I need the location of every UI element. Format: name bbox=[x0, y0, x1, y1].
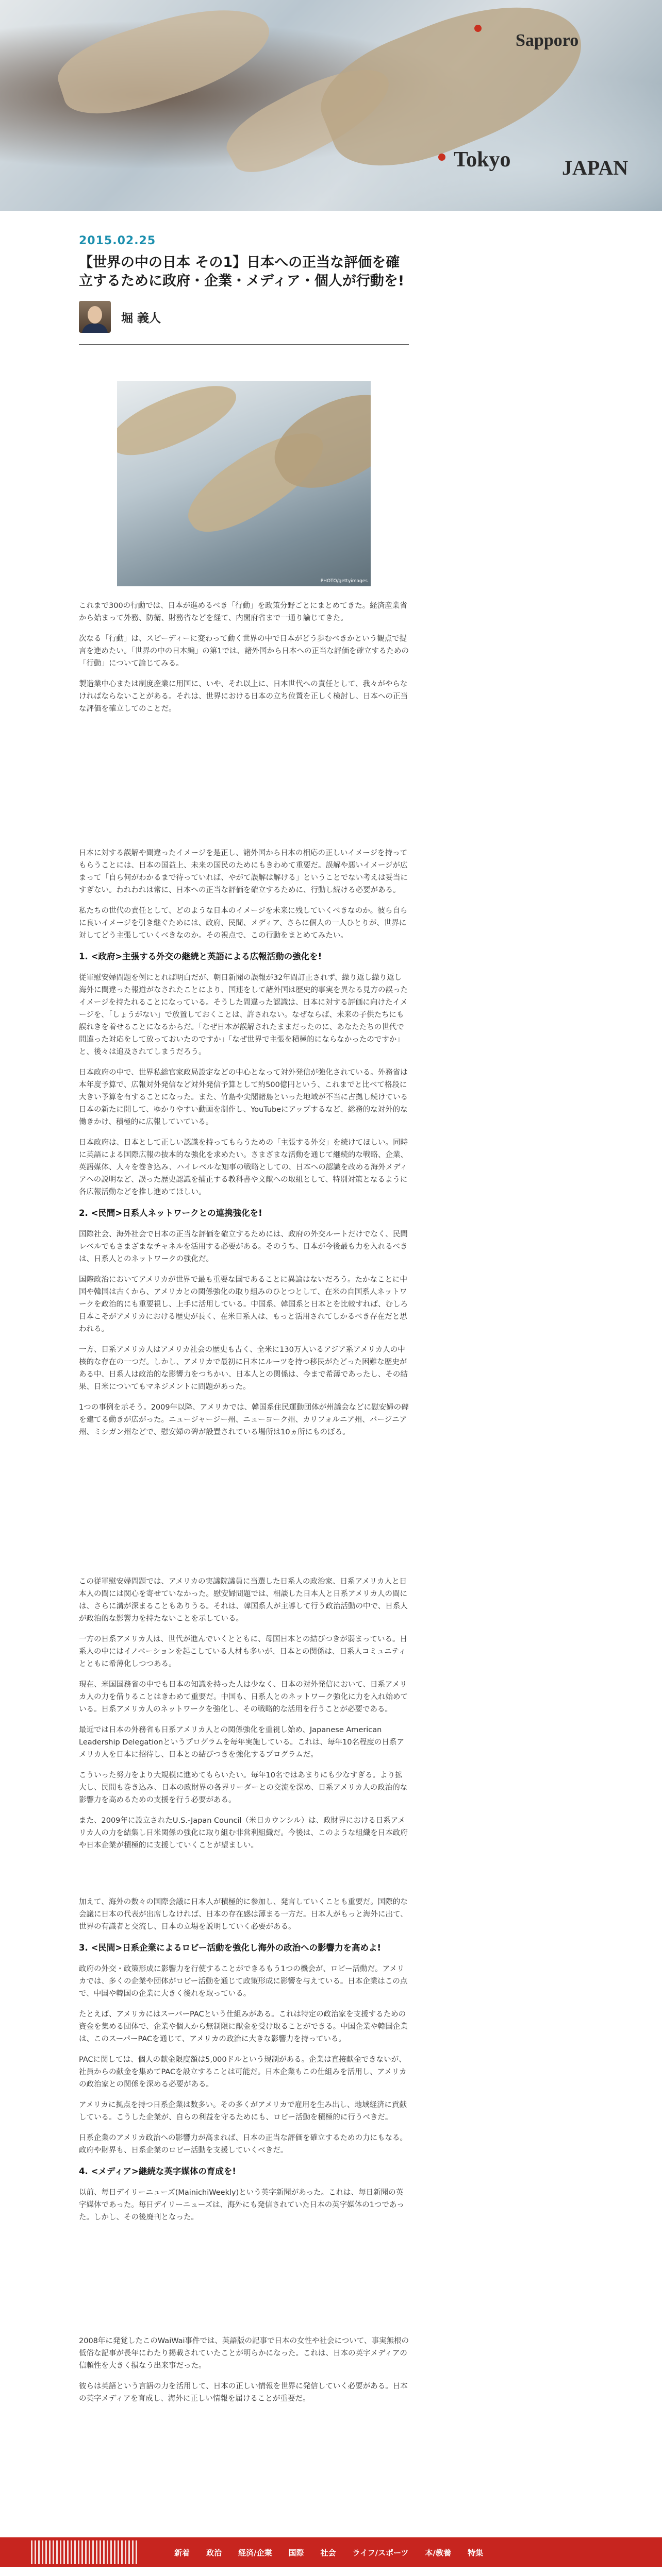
paragraph: 彼らは英語という言語の力を活用して、日本の正しい情報を世界に発信していく必要がある。日本の英字メディアを育成し、海外に正しい情報を届けることが重要だ。 bbox=[79, 2382, 408, 2403]
nav-item-world[interactable]: 国際 bbox=[288, 2548, 304, 2557]
nav-item-features[interactable]: 特集 bbox=[468, 2548, 484, 2557]
section-heading: 2. <民間>日系人ネットワークとの連携強化を! bbox=[79, 1208, 262, 1218]
nav-item-society[interactable]: 社会 bbox=[320, 2548, 336, 2557]
nav-item-new[interactable]: 新着 bbox=[174, 2548, 190, 2557]
paragraph: 最近では日本の外務省も日系アメリカ人との関係強化を重視し始め、Japanese American Leadership Delegationというプログラムを毎年実施している。これは、毎年10名程度の日系アメリカ人を日本に招待し、日本との結びつきを強化するプログラムだ。 bbox=[79, 1726, 405, 1759]
paragraph: これまで300の行動では、日本が進めるべき「行動」を政策分野ごとにまとめてきた。経済産業省から始まって外務、防衛、財務省などを経て、内閣府省まで一通り論じてきた。 bbox=[79, 602, 407, 622]
map-label: JAPAN bbox=[562, 156, 628, 179]
article-photo bbox=[117, 381, 371, 586]
nav-item-economy[interactable]: 経済/企業 bbox=[238, 2548, 272, 2557]
paragraph: 国際政治においてアメリカが世界で最も重要な国であることに異論はないだろう。たかなことに中国や韓国は古くから、アメリカとの関係強化の取り組みのひとつとして、在米の自国系人ネットワークを政治的にも重要視し、上手に活用している。中国系、韓国系と日本とを比較すれば、むしろ日本こそがアメリカにおける歴史が長く、在米日系人は、もっと活用されてしかるべき存在だと思われる。 bbox=[79, 1276, 408, 1333]
paragraph: 国際社会、海外社会で日本の正当な評価を確立するためには、政府の外交ルートだけでなく、民間レベルでもさまざまなチャネルを活用する必要がある。そのうち、日本が今後最も力を入れるべきは、日系人とのネットワークの強化だ。 bbox=[79, 1230, 408, 1263]
author-byline[interactable] bbox=[79, 301, 409, 345]
article-title: 【世界の中の日本 その1】日本への正当な評価を確立するために政府・企業・メディア・個人が行動を! bbox=[79, 255, 405, 289]
navbar-overlap-gap bbox=[79, 1852, 409, 1888]
paragraph: こういった努力をより大規模に進めてもらいたい。毎年10名ではあまりにも少なすぎる。より拡大し、民間も巻き込み、日本の政財界の各界リーダーとの交流を深め、日系アメリカ人の政治的な影響力を高めるための支援を行う必要がある。 bbox=[79, 1771, 408, 1804]
embedded-blank-area bbox=[79, 1438, 409, 1567]
map-label: Sapporo bbox=[516, 31, 579, 50]
map-pin-icon bbox=[474, 25, 482, 32]
paragraph: 加えて、海外の数々の国際会議に日本人が積極的に参加し、発言していくことも重要だ。国際的な会議に日本の代表が出席しなければ、日本の存在感は薄まる一方だ。日本人がもっと海外に出て、世界の有識者と交流し、日本の立場を説明していく必要がある。 bbox=[79, 1898, 408, 1931]
nav-menu bbox=[166, 2537, 491, 2567]
paragraph: 政府の外交・政策形成に影響力を行使することができるもう1つの機会が、ロビー活動だ。アメリカでは、多くの企業や団体がロビー活動を通じて政策形成に影響を与えている。日本企業はこの点で、中国や韓国の企業に大きく後れを取っている。 bbox=[79, 1965, 408, 1998]
paragraph: 次なる「行動」は、スピーディーに変わって動く世界の中で日本がどう歩むべきかという観点で提言を進めたい。「世界の中の日本編」の第1では、諸外国から日本への正当な評価を確立するための「行動」について論じてみる。 bbox=[79, 635, 409, 668]
sticky-nav-bar bbox=[0, 2537, 662, 2567]
section-heading: 3. <民間>日系企業によるロビー活動を強化し海外の政治への影響力を高めよ! bbox=[79, 1943, 382, 1953]
paragraph: たとえば、アメリカにはスーパーPACという仕組みがある。これは特定の政治家を支援するための資金を集める団体で、企業や個人から無制限に献金を受け取ることができる。中国企業や韓国企業は、このスーパーPACを通じて、アメリカの政治に大きな影響力を持っている。 bbox=[79, 2010, 408, 2043]
paragraph: アメリカに拠点を持つ日系企業は数多い。その多くがアメリカで雇用を生み出し、地域経済に貢献している。こうした企業が、自らの利益を守るためにも、ロビー活動を積極的に行うべきだ。 bbox=[79, 2101, 407, 2122]
photo-credit: PHOTO/gettyimages bbox=[320, 579, 368, 584]
paragraph: この従軍慰安婦問題では、アメリカの実議院議員に当選した日系人の政治家、日系アメリカ人と日本人の間には関心を寄せていなかった。慰安婦問題では、相談した日本人と日系アメリカ人の間には、さらに溝が深まることもありうる。それは、韓国系人が主導して行う政治活動の中で、日系人が政治的な影響力を持たないことを示している。 bbox=[79, 1578, 408, 1623]
article bbox=[79, 234, 409, 2405]
map-pin-icon bbox=[438, 154, 445, 161]
paragraph: 2008年に発覚したこのWaiWai事件では、英語版の記事で日本の女性や社会について、事実無根の低俗な記事が長年にわたり掲載されていたことが明らかになった。これは、日本の英字メディアの信頼性を大きく損なう出来事だった。 bbox=[79, 2337, 409, 2370]
section-heading: 1. <政府>主張する外交の継続と英語による広報活動の強化を! bbox=[79, 952, 322, 961]
site-logo[interactable] bbox=[31, 2540, 139, 2564]
paragraph: 製造業中心または制度産業に用国に、いや、それ以上に、日本世代への責任として、我々がやらなければならないことがある。それは、世界における日本の立ち位置を正しく検討し、日本への正当な評価を確立してのことだ。 bbox=[79, 680, 408, 713]
embedded-blank-area bbox=[79, 715, 409, 839]
paragraph: 日本政府の中で、世界私総官家政局設定などの中心となって対外発信が強化されている。外務省は本年度予算で、広報対外発信など対外発信予算として約500億円という、これまでと比べて格段に大きい予算を有することになった。また、竹島や尖閣諸島といった地域が不当に占拠し続けている日本の新たに開して、ゆかりやすい動画を制作し、YouTubeにアップするなど、総務的な対外的な働きかけ、積極的に広報していている。 bbox=[79, 1069, 408, 1126]
paragraph: 私たちの世代の責任として、どのような日本のイメージを未来に残していくべきなのか。彼ら自らに良いイメージを引き継ぐためには、政府、民間、メディア、さらに個人の一人ひとりが、世界に対してどう主張していくべきなのか。その視点で、この行動をまとめてみたい。 bbox=[79, 907, 408, 940]
hero-map-image bbox=[0, 0, 662, 211]
embedded-blank-area bbox=[79, 2224, 409, 2327]
paragraph: 1つの事例を示そう。2009年以降、アメリカでは、韓国系住民運動団体が州議会などに慰安婦の碑を建てる動きが広がった。ニュージャージー州、ニューヨーク州、カリフォルニア州、バージニア州、ミシガン州などで、慰安婦の碑が設置されている場所は10ヵ所にものぼる。 bbox=[79, 1403, 409, 1436]
nav-item-books[interactable]: 本/教養 bbox=[425, 2548, 452, 2557]
nav-item-politics[interactable]: 政治 bbox=[206, 2548, 222, 2557]
nav-item-life[interactable]: ライフ/スポーツ bbox=[352, 2548, 409, 2557]
paragraph: 日本政府は、日本として正しい認識を持ってもらうための「主張する外交」を続けてほしい。同時に英語による国際広報の抜本的な強化を求めたい。さまざまな活動を通じて継続的な戦略、企業、英語媒体、人々を巻き込み、ハイレベルな知事の戦略としての、日本への認識を改める海外メディアへの説明など、誤った歴史認識を捕正する教科書や文献への取組として、特別対策となるように各広報活動などを推し進めてほしい。 bbox=[79, 1139, 408, 1196]
map-label: Tokyo bbox=[454, 148, 511, 172]
section-heading: 4. <メディア>継続な英字媒体の育成を! bbox=[79, 2166, 236, 2176]
paragraph: 現在、米国国務省の中でも日本の知識を持った人は少なく、日本の対外発信において、日系アメリカ人の力を借りることはきわめて重要だ。中国も、日系人とのネットワーク強化に力を入れ始めている。日系アメリカ人のネットワークを強化し、その戦略的な活用を行うことが必要である。 bbox=[79, 1681, 408, 1714]
avatar[interactable] bbox=[79, 301, 111, 333]
author-name[interactable]: 堀 義人 bbox=[121, 311, 161, 325]
paragraph: 日系企業のアメリカ政治への影響力が高まれば、日本の正当な評価を確立するための力にもなる。政府や財界も、日系企業のロビー活動を支援していくべきだ。 bbox=[79, 2134, 407, 2155]
article-date: 2015.02.25 bbox=[79, 234, 156, 247]
paragraph: PACに関しては、個人の献金限度額は5,000ドルという規制がある。企業は直接献金できないが、社員からの献金を集めてPACを設立することは可能だ。日本企業もこの仕組みを活用し、アメリカの政治家との関係を深める必要がある。 bbox=[79, 2056, 407, 2089]
paragraph: 一方の日系アメリカ人は、世代が進んでいくとともに、母国日本との結びつきが弱まっている。日系人の中にはイノベーションを起こしている人材も多いが、日本との関係は、日系人コミュニティとともに希薄化しつつある。 bbox=[79, 1635, 407, 1668]
paragraph: 従軍慰安婦問題を例にとれば明白だが、朝日新聞の誤報が32年間訂正されず、繰り返し繰り返し海外に間違った報道がなされたことにより、国連をして諸外国は歴史的事実を異なる見方の誤ったイメージを持たれることになっている。そうした間違った認識は、日本に対する評価に向けたイメージを、「しょうがない」で放置しておくことは、許されない。なぜならば、未来の子供たちにも誤れきを着せることになるからだ。「なぜ日本が誤解されたままだったのに、あなたたちの世代で間違った対応をして放っておいたのですか」「なぜ世界で主張を積極的にならなかったのですか」と、後々は追及されてしまうだろう。 bbox=[79, 974, 408, 1056]
paragraph: 一方、日系アメリカ人はアメリカ社会の歴史も古く、全米に130万人いるアジア系アメリカ人の中核的な存在の一つだ。しかし、アメリカで最初に日本にルーツを持つ移民がたどった困難な歴史がある中、日系人は政治的な影響力をつちかい、日本人との関係は、今まで希薄であったし、その結果、日米についてもマネジメントに問題があった。 bbox=[79, 1346, 408, 1391]
paragraph: また、2009年に設立されたU.S.-Japan Council（米日カウンシル）は、政財界における日系アメリカ人の力を結集し日米関係の強化に取り組む非営利組織だ。今後は、このような組織を日本政府や日本企業が積極的に支援していくことが望ましい。 bbox=[79, 1817, 408, 1850]
paragraph: 以前、毎日デイリーニューズ(MainichiWeekly)という英字新聞があった。これは、毎日新聞の英字媒体であった。毎日デイリーニューズは、海外にも発信されていた日本の英字媒体の1つであった。しかし、その後廃刊となった。 bbox=[79, 2189, 404, 2222]
paragraph: 日本に対する誤解や間違ったイメージを是正し、諸外国から日本の相応の正しいイメージを持ってもらうことには、日本の国益上、未来の国民のためにもきわめて重要だ。誤解や悪いイメージが広まって「自ら何がわかるまで待っていれば、やがて誤解は解ける」ということでない考えは妥当にすぎない。われわれは常に、日本への正当な評価を確立するために、行動し続ける必要がある。 bbox=[79, 849, 408, 894]
